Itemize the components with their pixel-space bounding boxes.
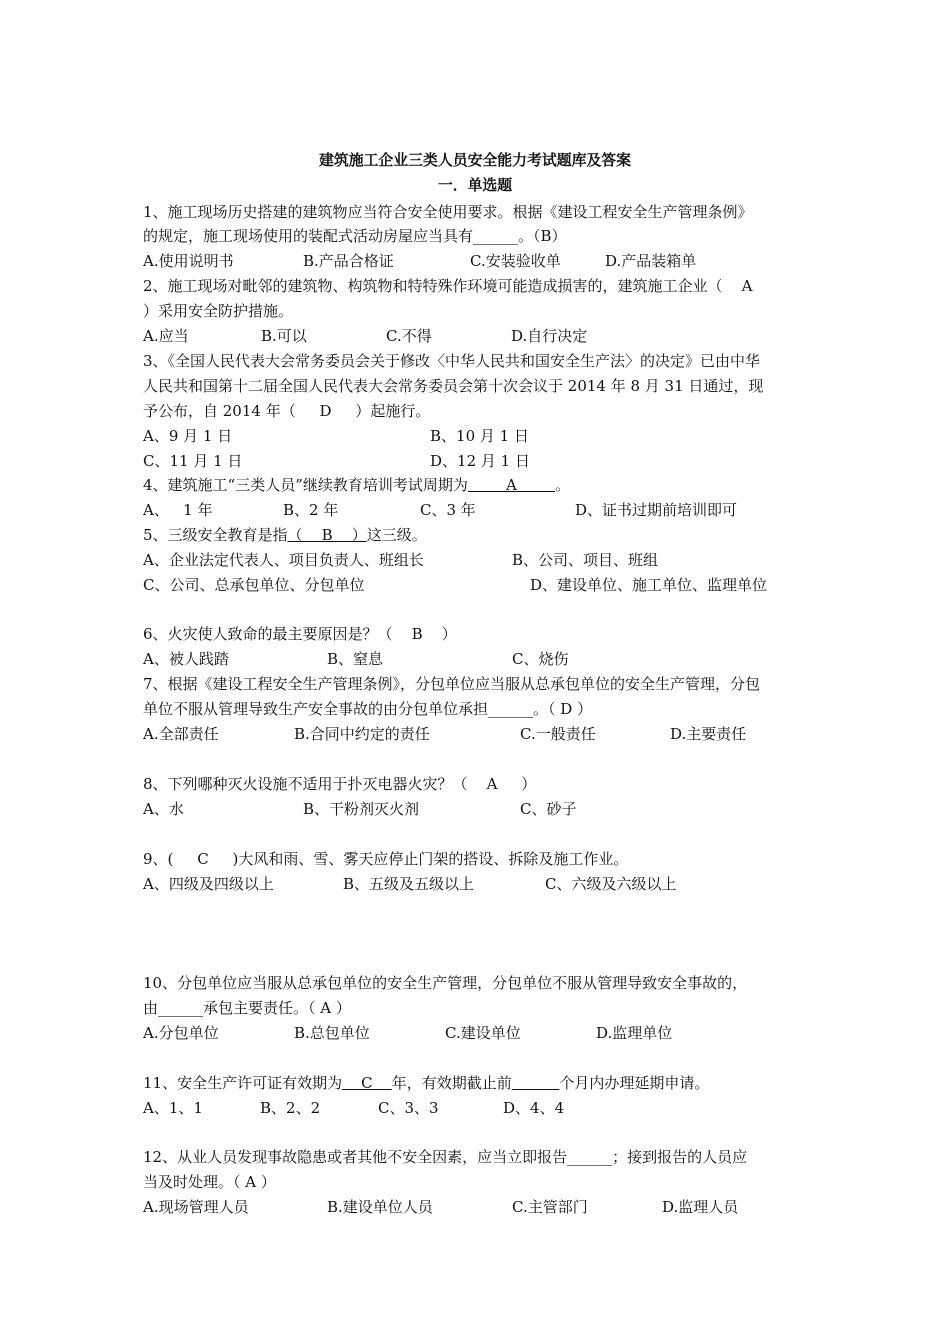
- question-4-stem-end: 。: [555, 476, 571, 494]
- question-2-option-b: B.可以: [261, 327, 307, 345]
- question-5-answer-blank: （ B ）: [287, 526, 367, 544]
- question-5-option-b: B、公司、项目、班组: [512, 551, 659, 569]
- question-7-option-d: D.主要责任: [670, 725, 747, 743]
- question-6-line-1: 6、火灾使人致命的最主要原因是？（ B ）: [143, 625, 457, 643]
- question-5-option-d: D、建设单位、施工单位、监理单位: [530, 576, 768, 594]
- question-4-option-a: A、 1 年: [143, 501, 213, 519]
- question-10-option-b: B.总包单位: [294, 1024, 370, 1042]
- question-4-option-b: B、2 年: [283, 501, 339, 519]
- question-2-line-1: 2、施工现场对毗邻的建筑物、构筑物和特特殊作环境可能造成损害的，建筑施工企业（ A: [143, 277, 753, 295]
- question-4-line: [143, 475, 570, 495]
- question-5-stem: 5、三级安全教育是指: [143, 526, 288, 544]
- question-12-option-b: B.建设单位人员: [327, 1198, 433, 1216]
- question-11-stem: 11、安全生产许可证有效期为: [143, 1074, 343, 1092]
- question-8-line-1: 8、下列哪种灭火设施不适用于扑灭电器火灾？（ A ）: [143, 775, 537, 793]
- question-4-answer-blank: A: [467, 476, 556, 494]
- question-11-option-d: D、4、4: [503, 1099, 565, 1117]
- question-11-line: [143, 1073, 709, 1093]
- section-heading: 一．单选题: [437, 176, 513, 194]
- question-8-option-a: A、水: [143, 800, 184, 818]
- question-2-option-a: A.应当: [143, 327, 189, 345]
- question-4-option-d: D、证书过期前培训即可: [575, 501, 738, 519]
- question-3-line-1: 3、《全国人民代表大会常务委员会关于修改〈中华人民共和国安全生产法〉的决定》已由中华: [143, 352, 761, 370]
- question-7-line-1: 7、根据《建设工程安全生产管理条例》，分包单位应当服从总承包单位的安全生产管理，分包: [143, 675, 761, 693]
- question-10-option-d: D.监理单位: [596, 1024, 673, 1042]
- question-9-option-b: B、五级及五级以上: [343, 875, 475, 893]
- question-2-line-2: ）采用安全防护措施。: [143, 302, 294, 320]
- question-10-option-c: C.建设单位: [445, 1024, 521, 1042]
- question-11-option-b: B、2、2: [260, 1099, 321, 1117]
- question-3-line-3: 予公布，自 2014 年（ D ）起施行。: [143, 402, 431, 420]
- question-2-option-c: C.不得: [386, 327, 432, 345]
- question-8-option-c: C、砂子: [520, 800, 577, 818]
- question-9-option-a: A、四级及四级以上: [143, 875, 274, 893]
- question-1-line-1: 1、施工现场历史搭建的建筑物应当符合安全使用要求。根据《建设工程安全生产管理条例》: [143, 203, 753, 221]
- question-3-option-b: B、10 月 1 日: [430, 427, 529, 445]
- question-9-line-1: 9、( C )大风和雨、雪、雾天应停止门架的搭设、拆除及施工作业。: [143, 850, 629, 868]
- question-10-line-2: 由______承包主要责任。（ A ）: [143, 999, 351, 1017]
- question-4-stem: 4、建筑施工“三类人员”继续教育培训考试周期为: [143, 476, 468, 494]
- question-12-option-a: A.现场管理人员: [143, 1198, 249, 1216]
- question-7-option-c: C.一般责任: [520, 725, 596, 743]
- question-6-option-b: B、窒息: [327, 650, 384, 668]
- document-title: 建筑施工企业三类人员安全能力考试题库及答案: [318, 151, 632, 169]
- question-11-option-c: C、3、3: [378, 1099, 439, 1117]
- question-3-option-c: C、11 月 1 日: [143, 452, 243, 470]
- question-11-empty-blank: [512, 1074, 560, 1092]
- question-5-option-a: A、企业法定代表人、项目负责人、班组长: [143, 551, 424, 569]
- question-12-line-2: 当及时处理。（ A ）: [143, 1173, 276, 1191]
- question-3-line-2: 人民共和国第十二届全国人民代表大会常务委员会第十次会议于 2014 年 8 月 31 日通过，现: [143, 377, 764, 395]
- question-5-option-c: C、公司、总承包单位、分包单位: [143, 576, 365, 594]
- question-1-line-2: 的规定，施工现场使用的装配式活动房屋应当具有______。（B）: [143, 227, 567, 245]
- question-4-option-c: C、3 年: [420, 501, 476, 519]
- question-11-stem-end: 个月内办理延期申请。: [559, 1074, 710, 1092]
- question-1-option-c: C.安装验收单: [470, 252, 561, 270]
- question-7-option-a: A.全部责任: [143, 725, 219, 743]
- question-11-option-a: A、1、1: [143, 1099, 203, 1117]
- question-2-option-d: D.自行决定: [511, 327, 588, 345]
- question-9-option-c: C、六级及六级以上: [545, 875, 677, 893]
- question-1-option-b: B.产品合格证: [303, 252, 394, 270]
- question-3-option-a: A、9 月 1 日: [143, 427, 233, 445]
- question-1-option-d: D.产品装箱单: [605, 252, 697, 270]
- question-7-line-2: 单位不服从管理导致生产安全事故的由分包单位承担______。（ D ）: [143, 700, 593, 718]
- question-11-stem-mid: 年，有效期截止前: [391, 1074, 512, 1092]
- question-12-line-1: 12、从业人员发现事故隐患或者其他不安全因素，应当立即报告______；接到报告的人员应: [143, 1148, 748, 1166]
- question-11-answer-blank: C: [342, 1074, 392, 1092]
- question-3-option-d: D、12 月 1 日: [430, 452, 530, 470]
- question-5-line: [143, 525, 427, 545]
- question-1-option-a: A.使用说明书: [143, 252, 234, 270]
- question-6-option-c: C、烧伤: [512, 650, 569, 668]
- question-10-option-a: A.分包单位: [143, 1024, 219, 1042]
- question-5-stem-end: 这三级。: [366, 526, 427, 544]
- question-12-option-c: C.主管部门: [512, 1198, 588, 1216]
- question-7-option-b: B.合同中约定的责任: [294, 725, 430, 743]
- question-12-option-d: D.监理人员: [662, 1198, 739, 1216]
- question-10-line-1: 10、分包单位应当服从总承包单位的安全生产管理，分包单位不服从管理导致安全事故的，: [143, 974, 748, 992]
- question-6-option-a: A、被人践踏: [143, 650, 229, 668]
- question-8-option-b: B、干粉剂灭火剂: [303, 800, 420, 818]
